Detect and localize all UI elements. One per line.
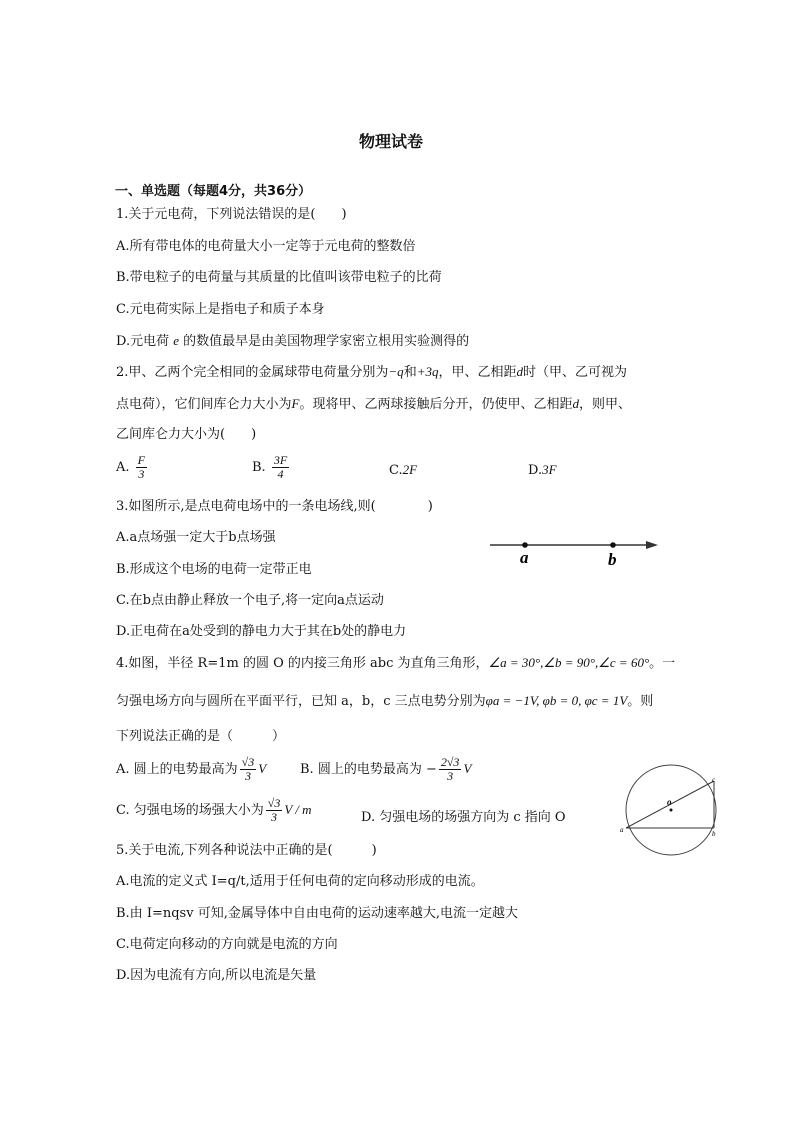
q2-line1 [116, 363, 627, 382]
q2-distance2: d [572, 396, 579, 411]
q2-a-fraction: $\frac{F}{3}$ [137, 453, 146, 481]
label-b: b [712, 830, 716, 838]
q4-a-unit: V [258, 761, 267, 776]
q2-charge2: +3q [416, 364, 439, 379]
q4-c-fraction: $\frac{√3}{3}$ [267, 796, 281, 824]
q2-a-label: A. [116, 460, 130, 475]
label-b: b [608, 550, 617, 569]
q3-field-line-figure [488, 532, 663, 572]
q1-option-b: B.带电粒子的电荷量与其质量的比值叫该带电粒子的比荷 [116, 270, 442, 285]
label-o: o [667, 797, 672, 807]
q4-potentials: φa = −1V, φb = 0, φc = 1V [485, 693, 628, 708]
q4-option-d: D. 匀强电场的场强方向为 c 指向 O [361, 810, 566, 825]
q2-distance: d [516, 364, 523, 379]
q4-option-a [116, 756, 266, 783]
q2-l1-mid2: ，甲、乙相距 [438, 365, 517, 380]
page-title: 物理试卷 [359, 132, 424, 151]
q5-option-b: B.由 I=nqsv 可知,金属导体中自由电荷的运动速率越大,电流一定越大 [116, 906, 518, 921]
q2-option-d [528, 462, 557, 478]
q2-force: F [291, 396, 300, 411]
label-c: c [712, 776, 716, 784]
q3-option-d: D.正电荷在a处受到的静电力大于其在b处的静电力 [116, 624, 407, 639]
q4-line3: 下列说法正确的是（ ） [116, 729, 286, 744]
q2-line2 [116, 395, 631, 414]
q3-option-c: C.在b点由静止释放一个电子,将一定向a点运动 [116, 593, 384, 608]
q2-l1-pre: 2.甲、乙两个完全相同的金属球带电荷量分别为 [116, 365, 389, 380]
label-a: a [520, 548, 529, 567]
q3-option-a: A.a点场强一定大于b点场强 [116, 530, 276, 545]
q2-line3: 乙间库仑力大小为( ) [116, 427, 257, 442]
q3-stem: 3.如图所示,是点电荷电场中的一条电场线,则( ) [116, 499, 433, 514]
q4-line2 [116, 692, 653, 711]
label-a: a [620, 826, 624, 834]
q4-c-pre: C. 匀强电场的场强大小为 [116, 803, 264, 818]
field-arrow-icon [646, 541, 658, 549]
q4-a-fraction: $\frac{√3}{3}$ [241, 755, 255, 783]
q5-stem: 5.关于电流,下列各种说法中正确的是( ) [116, 843, 377, 858]
q1-option-a: A.所有带电体的电荷量大小一定等于元电荷的整数倍 [116, 239, 416, 254]
q1-d-post: 的数值最早是由美国物理学家密立根用实验测得的 [183, 334, 470, 349]
q1-d-pre: D.元电荷 [116, 334, 170, 349]
q2-l1-mid: 和 [403, 365, 417, 380]
q2-l2-end: ，则甲、 [578, 397, 631, 412]
q2-d-value: 3F [542, 462, 557, 477]
q4-option-b [300, 756, 471, 783]
point-a [522, 542, 528, 548]
q2-l2-pre: 点电荷），它们间库仑力大小为 [116, 397, 292, 412]
q2-b-label: B. [252, 460, 266, 475]
q1-option-c: C.元电荷实际上是指电子和质子本身 [116, 302, 325, 317]
q4-a-pre: A. 圆上的电势最高为 [116, 762, 238, 777]
q1-stem: 1.关于元电荷，下列说法错误的是( ) [116, 207, 347, 222]
q5-option-a: A.电流的定义式 I=q/t,适用于任何电荷的定向移动形成的电流。 [116, 874, 484, 889]
q2-option-b [252, 454, 291, 481]
q4-b-pre: B. 圆上的电势最高为 − [300, 762, 437, 777]
q2-option-a [116, 454, 149, 481]
q4-l2-pre: 匀强电场方向与圆所在平面平行，已知 a，b，c 三点电势分别为 [116, 694, 486, 709]
q4-option-c [116, 797, 312, 824]
q4-angles: ∠a = 30°,∠b = 90°,∠c = 60° [488, 655, 650, 670]
q2-b-fraction: $\frac{3F}{4}$ [273, 453, 288, 481]
q4-circle-figure [616, 760, 726, 860]
q4-b-fraction: $\frac{2√3}{3}$ [440, 755, 460, 783]
q2-d-label: D. [528, 463, 543, 478]
q2-option-c [389, 462, 417, 478]
center-point [670, 809, 673, 812]
section-heading: 一、单选题（每题4分，共36分） [115, 184, 312, 199]
q1-d-var: e [173, 333, 180, 348]
q3-option-b: B.形成这个电场的电荷一定带正电 [116, 562, 312, 577]
q4-l2-post: 。则 [627, 694, 654, 709]
q1-option-d [116, 332, 469, 351]
point-b [610, 542, 616, 548]
q5-option-d: D.因为电流有方向,所以电流是矢量 [116, 968, 317, 983]
q2-l1-post: 时（甲、乙可视为 [523, 365, 628, 380]
q2-charge1: −q [388, 364, 404, 379]
q4-l1-pre: 4.如图，半径 R=1m 的圆 O 的内接三角形 abc 为直角三角形， [116, 656, 489, 671]
q4-line1 [116, 654, 675, 673]
q2-c-value: 2F [402, 462, 418, 477]
q4-b-unit: V [463, 761, 472, 776]
q5-option-c: C.电荷定向移动的方向就是电流的方向 [116, 937, 338, 952]
q2-c-label: C. [389, 463, 403, 478]
q2-l2-post: 。现将甲、乙两球接触后分开，仍使甲、乙相距 [299, 397, 573, 412]
q4-l1-post: 。一 [649, 656, 676, 671]
q4-c-unit: V / m [284, 802, 312, 817]
